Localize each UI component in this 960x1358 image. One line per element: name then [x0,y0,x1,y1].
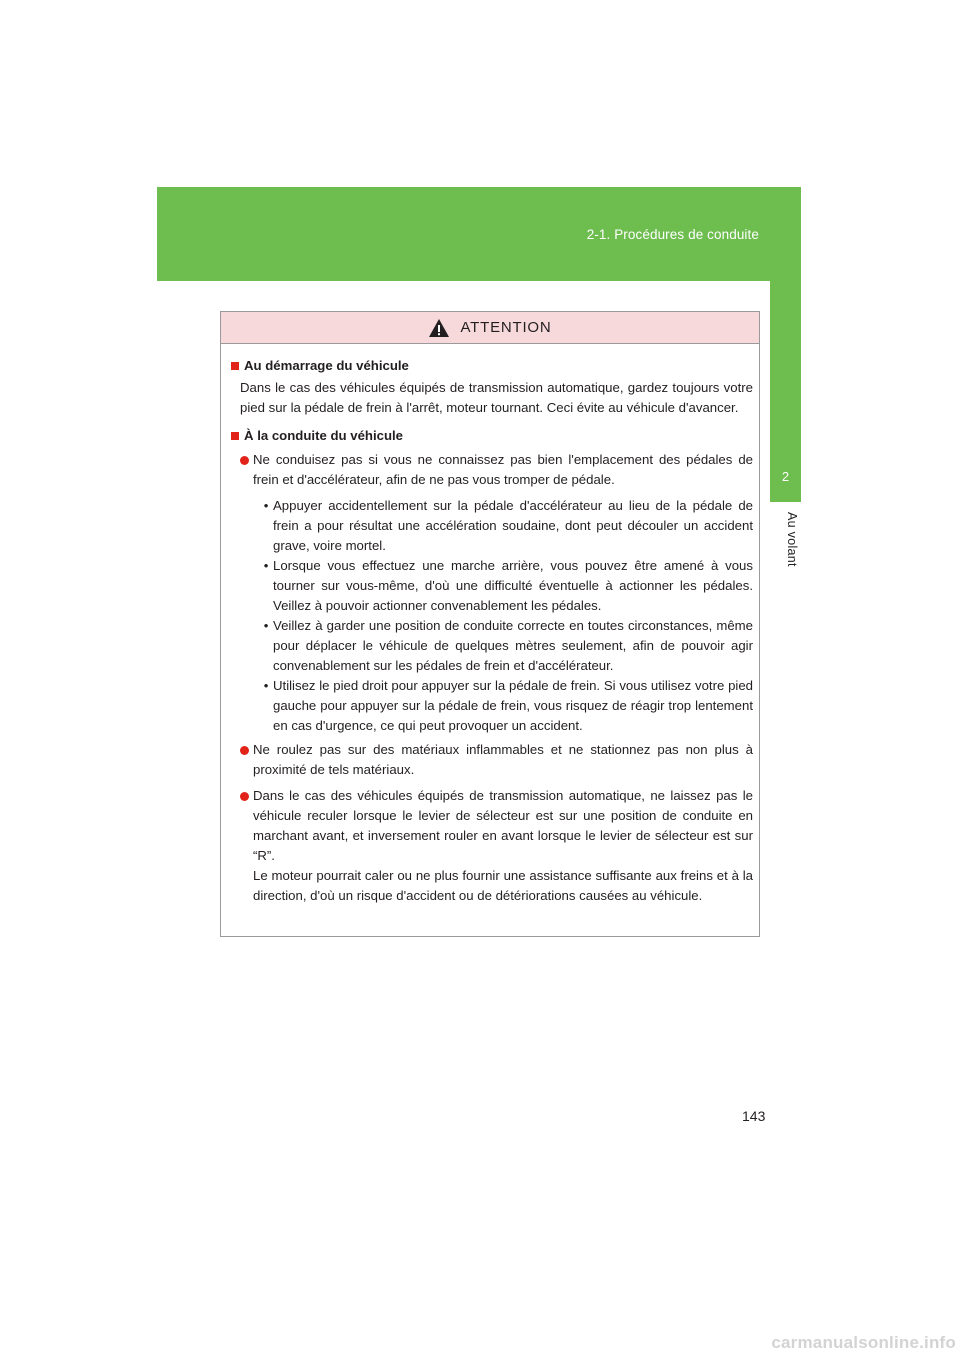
warning-header [221,312,759,344]
chapter-label: Au volant [785,512,799,567]
sub-list-item: • Utilisez le pied droit pour appuyer sur la pédale de frein. Si vous utilisez votre pied gauche pour appuyer sur la pédale de frein, vous risquez de réagir trop lentement en cas d'urgence, ce qui peut provoquer un accident. [259,676,753,736]
round-bullet-icon [240,456,249,465]
section-heading-starting: Au démarrage du véhicule [231,356,753,376]
middle-dot-icon: • [263,558,269,573]
section-heading-driving: À la conduite du véhicule [231,426,753,446]
sub-list-item: • Appuyer accidentellement sur la pédale d'accélérateur au lieu de la pédale de frein a pour résultat une accélération soudaine, dont peut découler un accident grave, voire mortel. [259,496,753,556]
round-bullet-icon [240,792,249,801]
warning-triangle-icon [428,318,450,338]
sub-list-item: • Veillez à garder une position de conduite correcte en toutes circonstances, même pour déplacer le véhicule de quelques mètres seulement, afin de pouvoir agir convenablement sur les pédales de frein et d'accélérateur. [259,616,753,676]
list-item: Ne conduisez pas si vous ne connaissez pas bien l'emplacement des pédales de frein et d'accélérateur, afin de ne pas vous tromper de pédale. [240,450,753,490]
warning-title: ATTENTION [460,319,552,336]
section-header-band [157,187,801,281]
middle-dot-icon: • [263,498,269,513]
middle-dot-icon: • [263,618,269,633]
round-bullet-icon [240,746,249,755]
sub-list [259,496,753,736]
section-title: 2-1. Procédures de conduite [586,227,759,242]
page-number: 143 [742,1108,766,1124]
warning-body [221,344,759,906]
middle-dot-icon: • [263,678,269,693]
paragraph-starting: Dans le cas des véhicules équipés de transmission automatique, gardez toujours votre pied sur la pédale de frein à l'arrêt, moteur tournant. Ceci évite au véhicule d'avancer. [240,380,753,415]
list-item: Dans le cas des véhicules équipés de transmission automatique, ne laissez pas le véhicule reculer lorsque le levier de sélecteur est sur une position de conduite en marchant avant, et inversement rouler en avant lorsque le levier de sélecteur est sur “R”. Le moteur pourrait caler ou ne plus fournir une assistance suffisante aux freins et à la direction, d'où un risque d'accident ou de détériorations causées au véhicule. [240,786,753,906]
chapter-tab-bar [770,281,801,451]
square-bullet-icon [231,432,239,440]
chapter-number-tab: 2 [770,451,801,502]
square-bullet-icon [231,362,239,370]
sub-list-item: • Lorsque vous effectuez une marche arrière, vous pouvez être amené à vous tourner sur vous-même, d'où une difficulté éventuelle à actionner les pédales. Veillez à pouvoir actionner convenablement les pédales. [259,556,753,616]
warning-box [220,311,760,937]
watermark: carmanualsonline.info [771,1333,956,1352]
list-item: Ne roulez pas sur des matériaux inflammables et ne stationnez pas non plus à proximité de tels matériaux. [240,740,753,780]
